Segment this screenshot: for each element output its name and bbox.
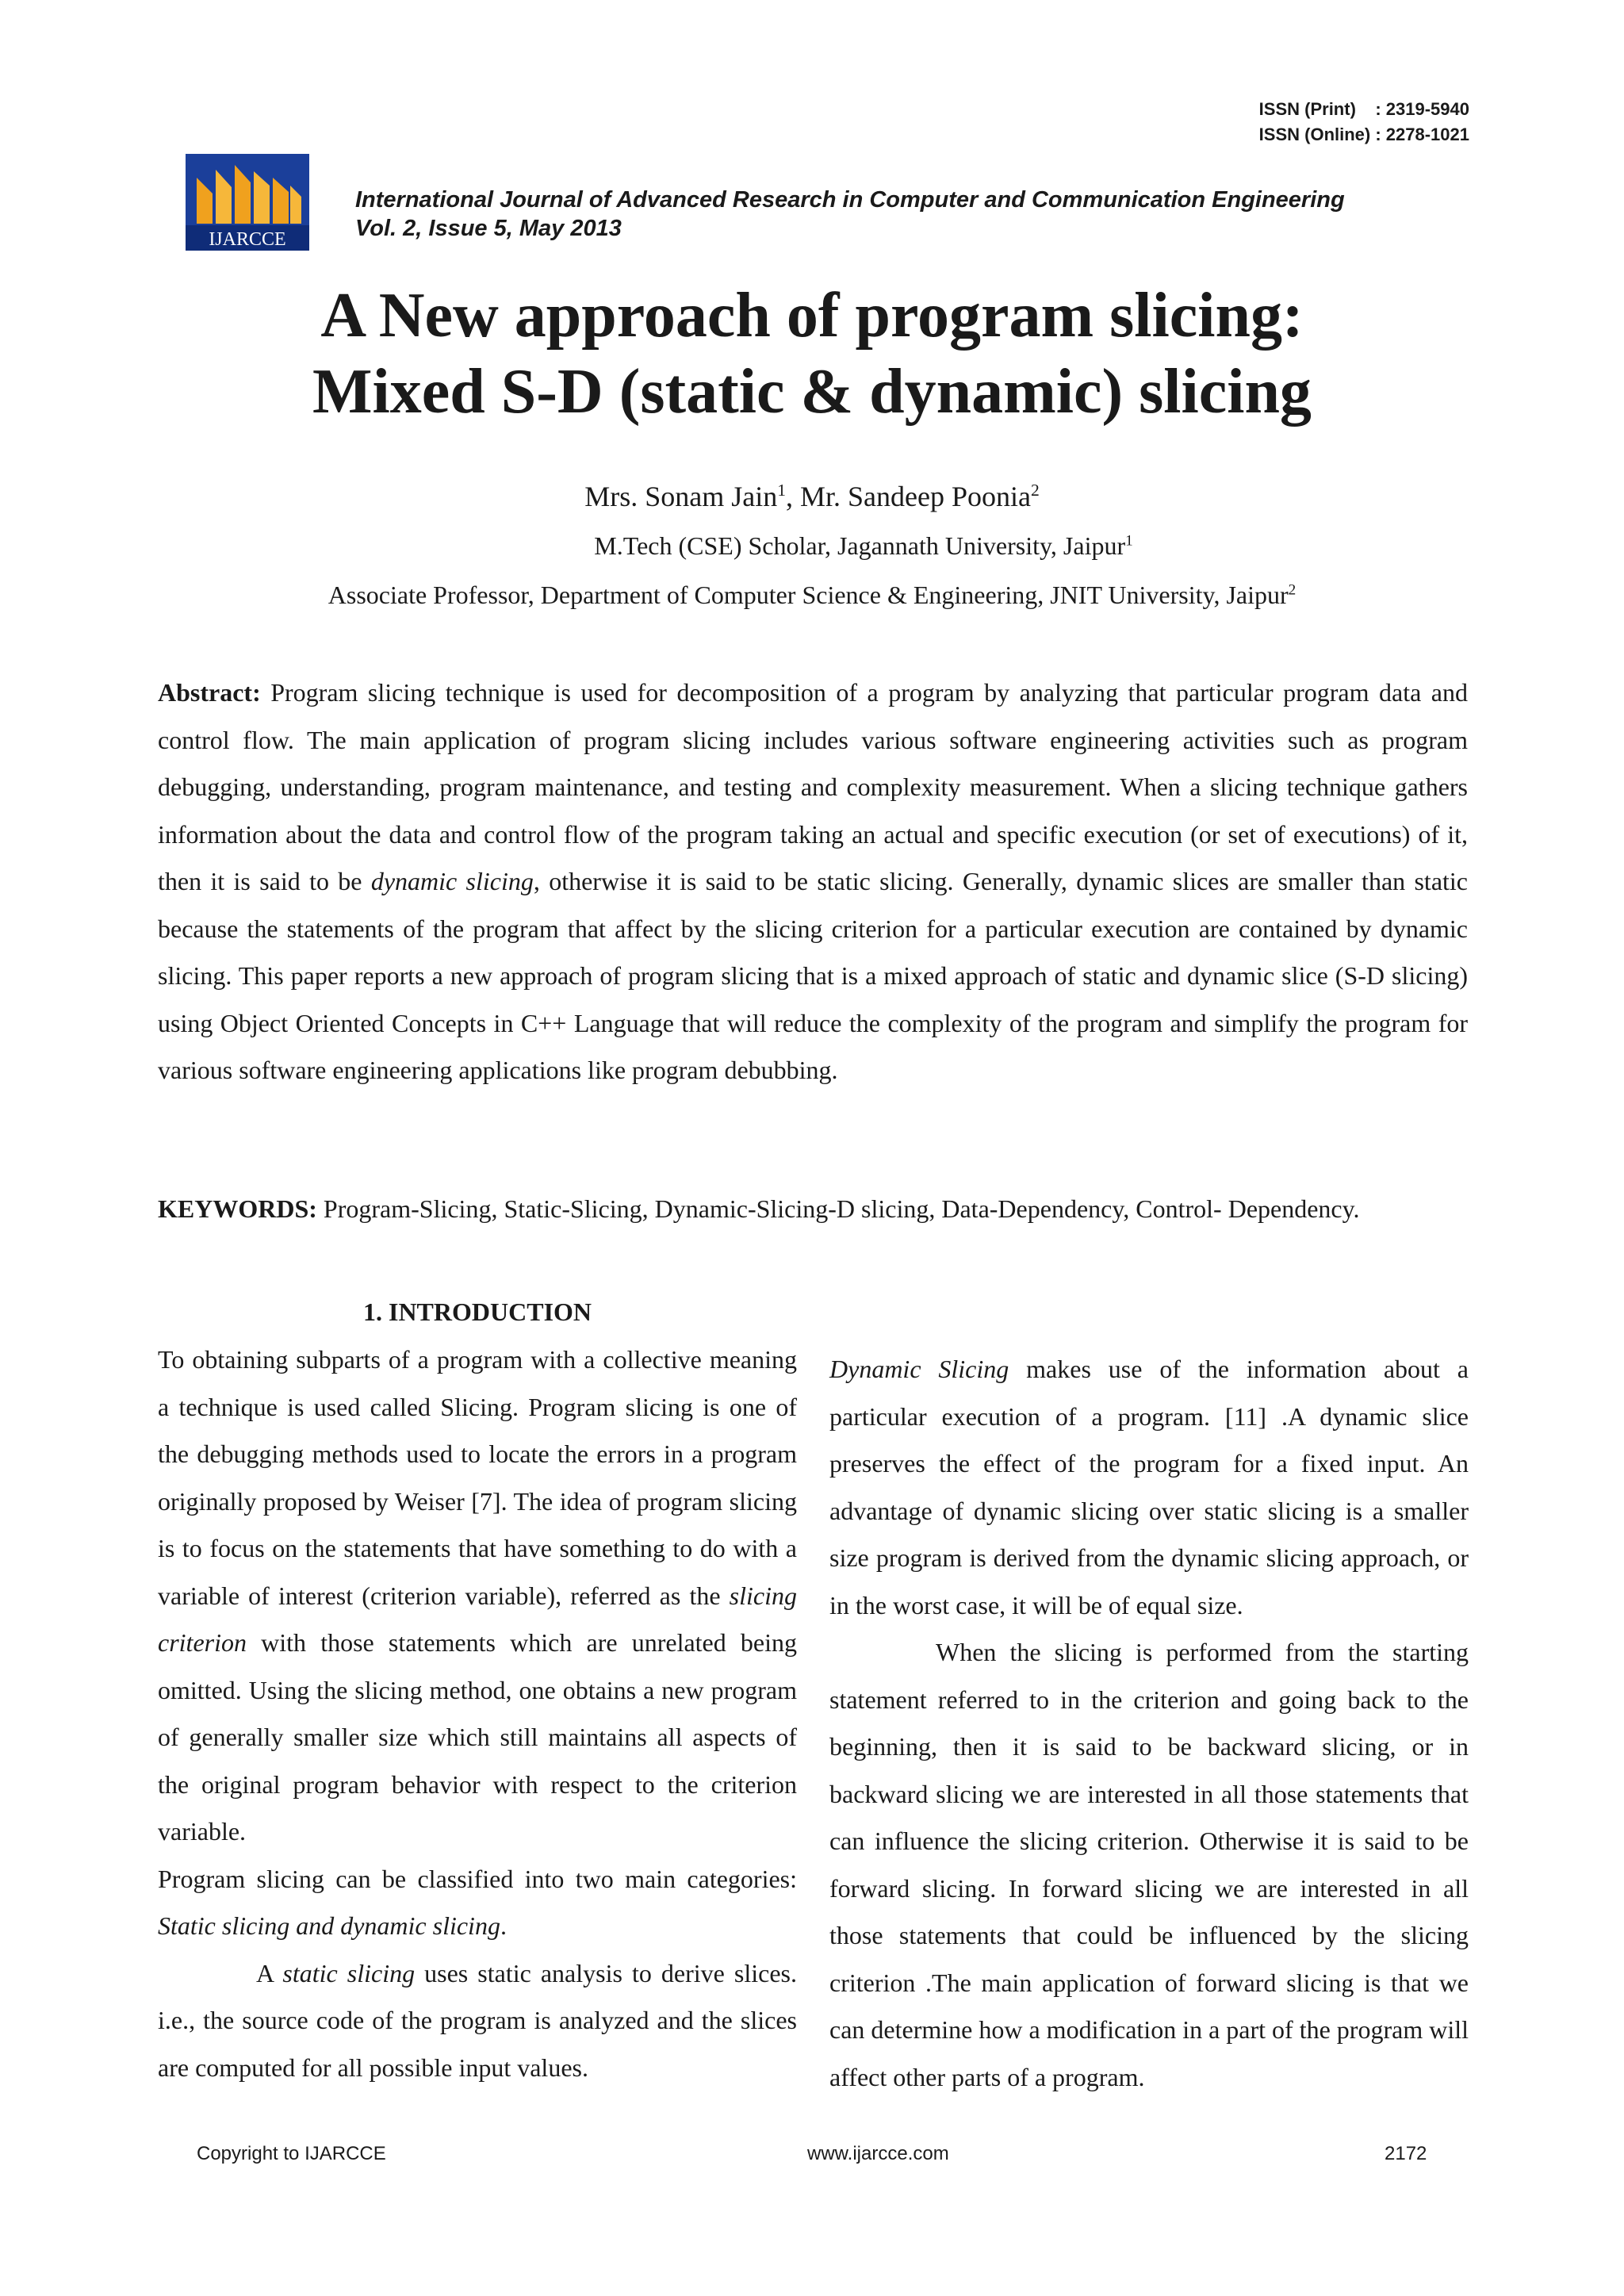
affiliation-2-sup: 2 (1288, 581, 1297, 599)
abstract-label: Abstract: (158, 678, 261, 707)
intro-p2-text-b: . (500, 1911, 507, 1940)
issn-block (1259, 97, 1469, 148)
intro-p1-text-b: with those statements which are unrelated being omitted. Using the slicing method, one obtains a new program of generally smaller size which still maintains all aspects of the original program behavior with respect to the criterion variable. (158, 1628, 797, 1846)
right-p1-text: makes use of the information about a particular execution of a program. [11] .A dynamic slice preserves the effect of the program for a fixed input. An advantage of dynamic slicing over static slicing is a smaller size program is derived from the dynamic slicing approach, or in the worst case, it will be of equal size. (829, 1355, 1469, 1619)
author-2: Mr. Sandeep Poonia (800, 481, 1031, 512)
intro-p2-emphasis: Static slicing and dynamic slicing (158, 1911, 500, 1940)
keywords-text: Program-Slicing, Static-Slicing, Dynamic-Slicing-D slicing, Data-Dependency, Control- Dependency. (316, 1194, 1360, 1223)
paper-title (0, 278, 1624, 430)
intro-p3-text-a: A (256, 1958, 283, 1987)
abstract-text-1: Program slicing technique is used for decomposition of a program by analyzing that particular program data and control flow. The main application of program slicing includes various software engineering activities such as program debugging, understanding, program maintenance, and testing and complexity measurement. When a slicing technique gathers information about the data and control flow of the program taking an actual and specific execution (or set of executions) of it, then it is said to be (158, 678, 1468, 895)
author-separator: , (786, 481, 800, 512)
title-line-1: A New approach of program slicing: (320, 281, 1304, 351)
affiliation-2 (0, 577, 1624, 612)
affiliation-1-sup: 1 (1125, 532, 1133, 550)
affiliation-2-text: Associate Professor, Department of Computer Science & Engineering, JNIT University, Jaipur (327, 581, 1289, 609)
title-line-2: Mixed S-D (static & dynamic) slicing (312, 357, 1312, 427)
author-list (0, 477, 1624, 516)
intro-p2-text-a: Program slicing can be classified into two main categories: (158, 1864, 797, 1893)
abstract-text-2: , otherwise it is said to be static slicing. Generally, dynamic slices are smaller than static because the statements of the program that affect by the slicing criterion for a particular execution are contained by dynamic slicing. This paper reports a new approach of program slicing that is a mixed approach of static and dynamic slice (S-D slicing) using Object Oriented Concepts in C++ Language that will reduce the complexity of the program and simplify the program for various software engineering applications like program debubbing. (158, 867, 1469, 1084)
left-column (158, 1336, 797, 2091)
intro-p1-emphasis: slicing criterion (158, 1581, 797, 1657)
section-heading-introduction: 1. INTRODUCTION (362, 1297, 592, 1326)
footer-url[interactable]: www.ijarcce.com (807, 2143, 949, 2164)
right-column (829, 1346, 1469, 2101)
intro-paragraph-2 (158, 1856, 797, 1950)
affiliation-1-text: M.Tech (CSE) Scholar, Jagannath University, Jaipur (594, 531, 1126, 560)
logo-graphic (186, 154, 309, 251)
intro-p3-text-b: uses static analysis to derive slices. i.e., the source code of the program is analyzed and the slices are computed for all possible input values. (158, 1958, 798, 2082)
affiliation-1 (0, 528, 1624, 563)
intro-paragraph-3 (158, 1950, 797, 2092)
footer-page-number: 2172 (1385, 2143, 1427, 2164)
right-paragraph-1 (829, 1346, 1469, 1629)
logo-text: IJARCCE (209, 229, 286, 250)
intro-p3-emphasis: static slicing (282, 1958, 416, 1987)
abstract (158, 669, 1468, 1094)
keywords (158, 1190, 1468, 1228)
author-1-sup: 1 (777, 481, 786, 500)
intro-paragraph-1 (158, 1336, 797, 1856)
issn-print: ISSN (Print) : 2319-5940 (1258, 99, 1469, 119)
right-paragraph-2: When the slicing is performed from the starting statement referred to in the criterion and going back to the beginning, then it is said to be backward slicing, or in backward slicing we are interested in all those statements that can influence the slicing criterion. Otherwise it is said to be forward slicing. In forward slicing we are interested in all those statements that could be influenced by the slicing criterion .The main application of forward slicing is that we can determine how a modification in a part of the program will affect other parts of a program. (829, 1638, 1469, 2091)
issn-online: ISSN (Online) : 2278-1021 (1258, 125, 1469, 144)
intro-p1-text-a: To obtaining subparts of a program with a collective meaning a technique is used called Slicing. Program slicing is one of the debugging methods used to locate the errors in a program originally proposed by Weiser [7]. The idea of program slicing is to focus on the statements that have something to do with a variable of interest (criterion variable), referred as the (158, 1345, 797, 1610)
keywords-label: KEYWORDS: (158, 1194, 317, 1223)
journal-header (355, 186, 1345, 243)
abstract-emphasis: dynamic slicing (370, 867, 534, 895)
author-2-sup: 2 (1030, 481, 1040, 500)
journal-volume: Vol. 2, Issue 5, May 2013 (355, 216, 622, 241)
journal-name: International Journal of Advanced Research in Computer and Communication Engineering (355, 187, 1345, 213)
author-1: Mrs. Sonam Jain (584, 481, 778, 512)
right-p1-emphasis: Dynamic Slicing (829, 1355, 1009, 1383)
footer-copyright: Copyright to IJARCCE (197, 2143, 386, 2164)
journal-logo (186, 154, 309, 251)
